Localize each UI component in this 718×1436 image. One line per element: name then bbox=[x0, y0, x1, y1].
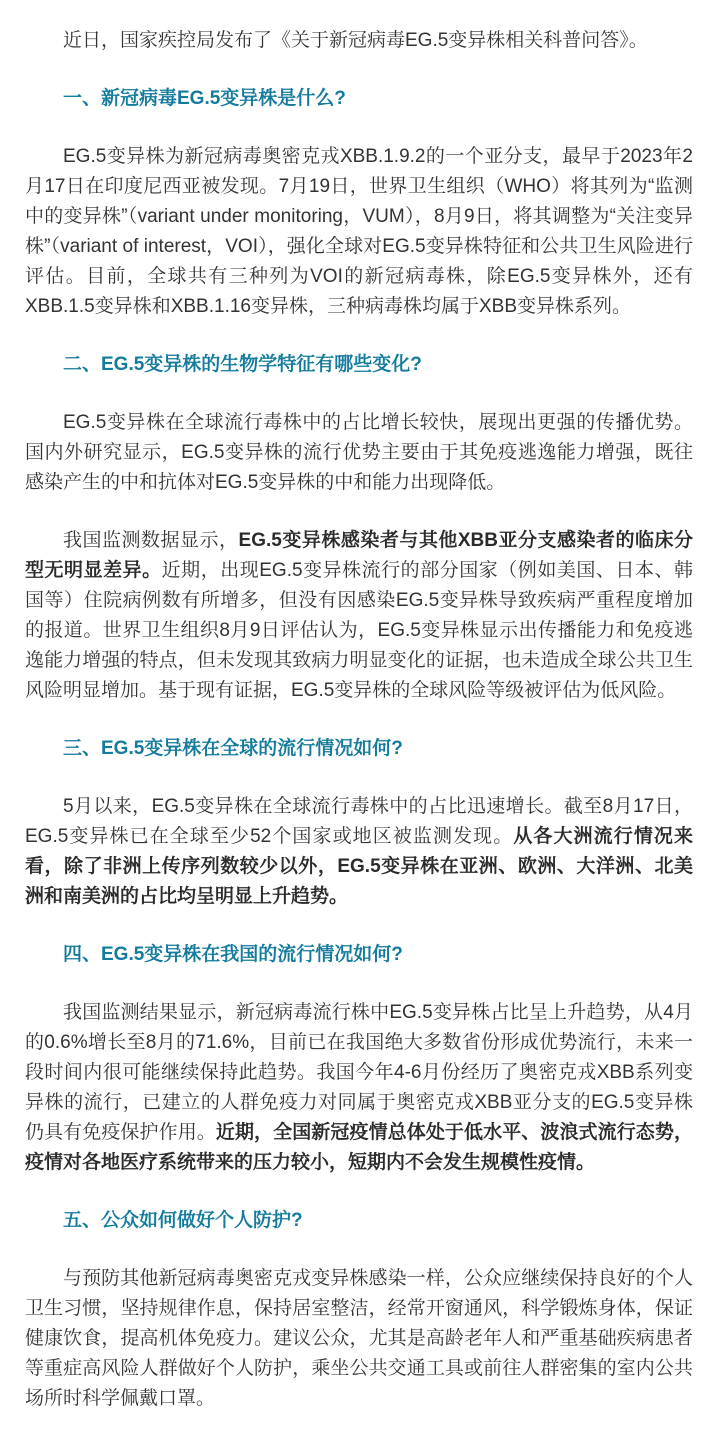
text-run: 近日，国家疾控局发布了《关于新冠病毒EG.5变异株相关科普问答》。 bbox=[63, 30, 648, 51]
section-2-heading bbox=[25, 350, 693, 380]
text-run: 与预防其他新冠病毒奥密克戎变异株感染一样，公众应继续保持良好的个人卫生习惯，坚持规律作息，保持居室整洁，经常开窗通风，科学锻炼身体，保证健康饮食，提高机体免疫力。建议公众，尤其是高龄老年人和严重基础疾病患者等重症高风险人群做好个人防护，乘坐公共交通工具或前往人群密集的室内公共场所时科学佩戴口罩。 bbox=[25, 1268, 693, 1409]
text-run: EG.5变异株在全球流行毒株中的占比增长较快，展现出更强的传播优势。国内外研究显示，EG.5变异株的流行优势主要由于其免疫逃逸能力增强，既往感染产生的中和抗体对EG.5变异株的中和能力出现降低。 bbox=[25, 412, 693, 493]
text-run: 三、EG.5变异株在全球的流行情况如何? bbox=[63, 738, 403, 759]
section-2-paragraph-1 bbox=[25, 408, 693, 498]
text-run: 近期，出现EG.5变异株流行的部分国家（例如美国、日本、韩国等）住院病例数有所增多，但没有因感染EG.5变异株导致疾病严重程度增加的报道。世界卫生组织8月9日评估认为，EG.5变异株显示出传播能力和免疫逃逸能力增强的特点，但未发现其致病力明显变化的证据，也未造成全球公共卫生风险明显增加。基于现有证据，EG.5变异株的全球风险等级被评估为低风险。 bbox=[25, 560, 693, 701]
section-2-paragraph-2 bbox=[25, 526, 693, 706]
text-run: 一、新冠病毒EG.5变异株是什么? bbox=[63, 88, 346, 109]
text-run: 我国监测结果显示，新冠病毒流行株中EG.5变异株占比呈上升趋势，从4月的0.6%增长至8月的71.6%，目前已在我国绝大多数省份形成优势流行，未来一段时间内很可能继续保持此趋势。我国今年4-6月份经历了奥密克戎XBB系列变异株的流行，已建立的人群免疫力对同属于奥密克戎XBB亚分支的EG.5变异株仍具有免疫保护作用。 bbox=[25, 1002, 693, 1143]
bold-text-run: 近期，全国新冠疫情总体处于低水平、波浪式流行态势，疫情对各地医疗系统带来的压力较小，短期内不会发生规模性疫情。 bbox=[25, 1122, 693, 1173]
section-4-paragraph bbox=[25, 998, 693, 1178]
section-5-heading bbox=[25, 1206, 693, 1236]
text-run: EG.5变异株为新冠病毒奥密克戎XBB.1.9.2的一个亚分支，最早于2023年2月17日在印度尼西亚被发现。7月19日，世界卫生组织（WHO）将其列为“监测中的变异株”（variant under monitoring，VUM），8月9日，将其调整为“关注变异株”（variant of interest，VOI），强化全球对EG.5变异株特征和公共卫生风险进行评估。目前，全球共有三种列为VOI的新冠病毒株，除EG.5变异株外，还有XBB.1.5变异株和XBB.1.16变异株，三种病毒株均属于XBB变异株系列。 bbox=[25, 146, 693, 317]
bold-text-run: 从各大洲流行情况来看，除了非洲上传序列数较少以外，EG.5变异株在亚洲、欧洲、大洋洲、北美洲和南美洲的占比均呈明显上升趋势。 bbox=[25, 826, 693, 907]
section-5-paragraph bbox=[25, 1264, 693, 1414]
text-run: 四、EG.5变异株在我国的流行情况如何? bbox=[63, 944, 403, 965]
intro-paragraph bbox=[25, 26, 693, 56]
section-4-heading bbox=[25, 940, 693, 970]
section-1-heading bbox=[25, 84, 693, 114]
section-3-paragraph bbox=[25, 792, 693, 912]
bold-text-run: EG.5变异株感染者与其他XBB亚分支感染者的临床分型无明显差异。 bbox=[25, 530, 693, 581]
text-run: 5月以来，EG.5变异株在全球流行毒株中的占比迅速增长。截至8月17日，EG.5变异株已在全球至少52个国家或地区被监测发现。 bbox=[25, 796, 693, 847]
section-1-paragraph bbox=[25, 142, 693, 322]
text-run: 我国监测数据显示， bbox=[63, 530, 239, 551]
text-run: 二、EG.5变异株的生物学特征有哪些变化? bbox=[63, 354, 422, 375]
section-3-heading bbox=[25, 734, 693, 764]
text-run: 五、公众如何做好个人防护? bbox=[63, 1210, 303, 1231]
